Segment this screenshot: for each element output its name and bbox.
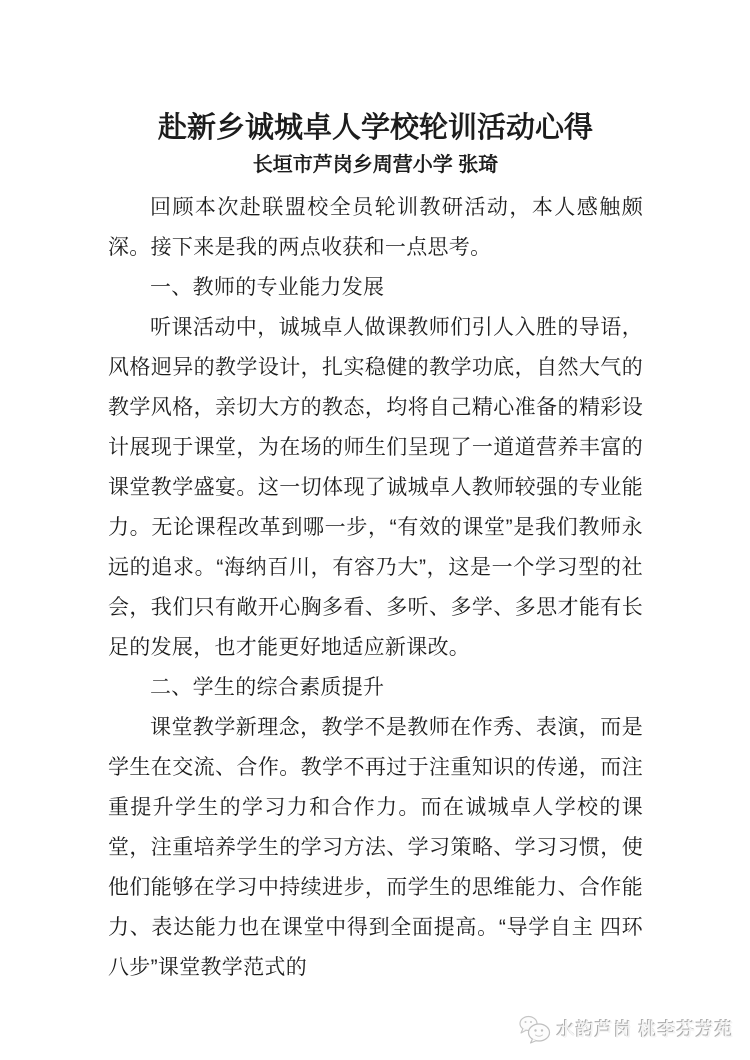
paragraph-intro: 回顾本次赴联盟校全员轮训教研活动，本人感触颇深。接下来是我的两点收获和一点思考。 — [108, 196, 643, 259]
paragraph-section-1: 听课活动中，诚城卓人做课教师们引人入胜的导语，风格迥异的教学设计，扎实稳健的教学功底，自然大气的教学风格，亲切大方的教态，均将自己精心准备的精彩设计展现于课堂，为在场的师生们呈现了一道道营养丰富的课堂教学盛宴。这一切体现了诚城卓人教师较强的专业能力。无论课程改革到哪一步，“有效的课堂”是我们教师永远的追求。“海纳百川，有容乃大”，这是一个学习型的社会，我们只有敞开心胸多看、多听、多学、多思才能有长足的发展，也才能更好地适应新课改。 — [108, 316, 643, 659]
wechat-icon — [518, 1014, 552, 1044]
document-title: 赴新乡诚城卓人学校轮训活动心得 — [157, 112, 593, 144]
paragraph-section-2: 课堂教学新理念，教学不是教师在作秀、表演，而是学生在交流、合作。教学不再过于注重知识的传递，而注重提升学生的学习力和合作力。而在诚城卓人学校的课堂，注重培养学生的学习方法、学习策略、学习习惯，使他们能够在学习中持续进步，而学生的思维能力、合作能力、表达能力也在课堂中得到全面提高。“导学自主 四环八步”课堂教学范式的 — [108, 716, 643, 979]
watermark-text: 水韵芦岗 桃李芬芳苑 — [556, 1020, 734, 1040]
watermark — [518, 1014, 734, 1044]
document-body — [108, 0, 643, 988]
section-heading-1: 一、教师的专业能力发展 — [150, 276, 385, 299]
document-byline: 长垣市芦岗乡周营小学 张琦 — [252, 154, 499, 176]
section-heading-2: 二、学生的综合素质提升 — [150, 676, 385, 699]
